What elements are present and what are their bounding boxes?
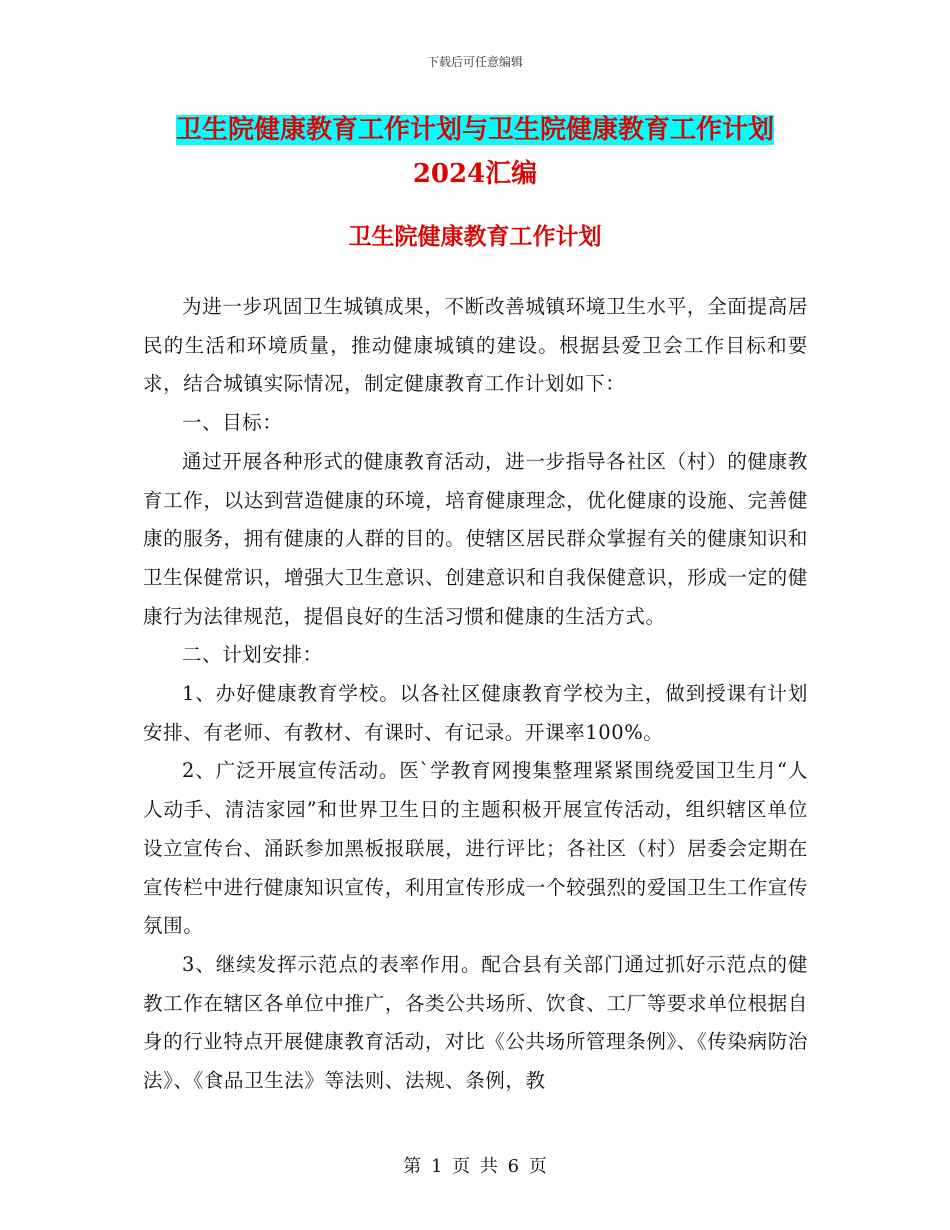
paragraph-plan-3: 3、继续发挥示范点的表率作用。配合县有关部门通过抓好示范点的健教工作在辖区各单位中推广，各类公共场所、饮食、工厂等要求单位根据自身的行业特点开展健康教育活动，对比《公共场所管理条例》、《传染病防治法》、《食品卫生法》等法则、法规、条例，教 <box>143 952 808 1093</box>
paragraph-heading-plan: 二、计划安排： <box>182 643 323 667</box>
document-title-line2: 2024汇编 <box>412 159 538 189</box>
header-note: 下载后可任意编辑 <box>426 55 523 69</box>
paragraph-plan-2: 2、广泛开展宣传活动。医`学教育网搜集整理紧紧围绕爱国卫生月“人人动手、清洁家园”和世界卫生日的主题积极开展宣传活动，组织辖区单位设立宣传台、涌跃参加黑板报联展，进行评比；各社区（村）居委会定期在宣传栏中进行健康知识宣传，利用宣传形成一个较强烈的爱国卫生工作宣传氛围。 <box>143 759 808 938</box>
page-number: 第 1 页 共 6 页 <box>403 1156 547 1177</box>
paragraph-plan-1: 1、办好健康教育学校。以各社区健康教育学校为主，做到授课有计划安排、有老师、有教材、有课时、有记录。开课率100%。 <box>143 682 808 744</box>
body-text <box>143 288 808 1101</box>
paragraph-goal: 通过开展各种形式的健康教育活动，进一步指导各社区（村）的健康教育工作，以达到营造健康的环境，培育健康理念，优化健康的设施、完善健康的服务，拥有健康的人群的目的。使辖区居民群众掌握有关的健康知识和卫生保健常识，增强大卫生意识、创建意识和自我保健意识，形成一定的健康行为法律规范，提倡良好的生活习惯和健康的生活方式。 <box>143 449 808 628</box>
paragraph-heading-goal: 一、目标： <box>182 411 283 435</box>
document-title <box>140 108 810 196</box>
paragraph-intro: 为进一步巩固卫生城镇成果，不断改善城镇环境卫生水平，全面提高居民的生活和环境质量，推动健康城镇的建设。根据县爱卫会工作目标和要求，结合城镇实际情况，制定健康教育工作计划如下： <box>143 295 808 396</box>
document-title-line1: 卫生院健康教育工作计划与卫生院健康教育工作计划 <box>175 115 774 145</box>
section-title: 卫生院健康教育工作计划 <box>348 223 602 250</box>
